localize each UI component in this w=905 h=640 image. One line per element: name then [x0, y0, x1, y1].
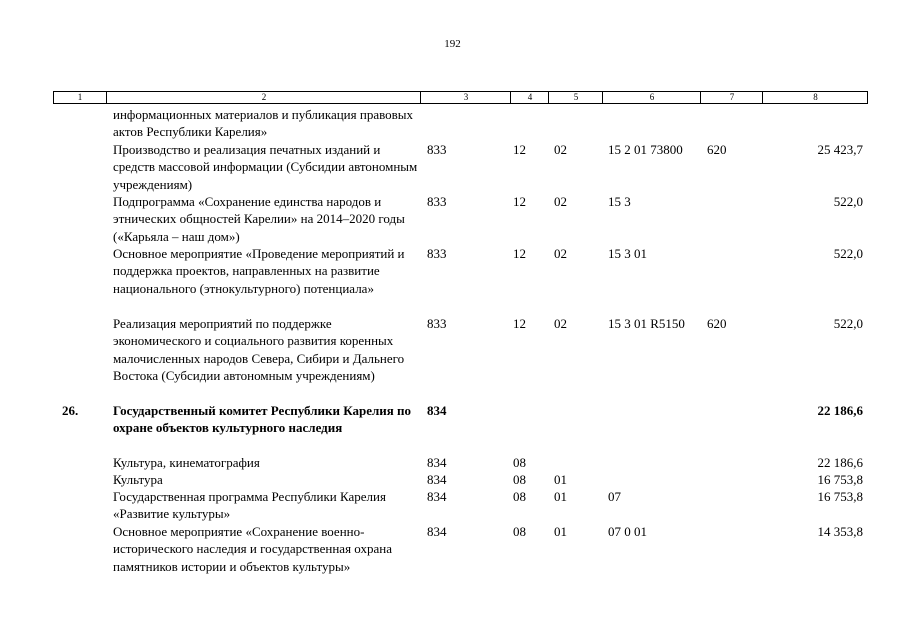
row-name: Культура — [113, 472, 163, 487]
header-cell-4: 4 — [510, 92, 549, 103]
row-col7: 620 — [707, 316, 727, 331]
row-col5: 01 — [554, 472, 567, 487]
row-col4: 08 — [513, 455, 526, 470]
row-amount: 16 753,8 — [817, 489, 863, 504]
header-cell-7: 7 — [700, 92, 763, 103]
row-col4: 08 — [513, 489, 526, 504]
header-cell-5: 5 — [548, 92, 603, 103]
row-number: 26. — [62, 403, 79, 418]
row-name: Основное мероприятие «Проведение мероприятий и поддержка проектов, направленных на развитие национального (этнокультурного) потенциала» — [113, 246, 405, 296]
row-name: Культура, кинематография — [113, 455, 260, 470]
row-amount: 22 186,6 — [817, 455, 863, 470]
row-col4: 08 — [513, 524, 526, 539]
row-col5: 02 — [554, 316, 567, 331]
row-col6: 07 — [608, 489, 621, 504]
page-number: 192 — [444, 38, 461, 50]
header-cell-1: 1 — [77, 92, 83, 102]
row-col4: 12 — [513, 142, 526, 157]
row-amount: 16 753,8 — [817, 472, 863, 487]
row-col5: 02 — [554, 194, 567, 209]
row-col6: 15 3 01 — [608, 246, 647, 261]
row-amount: 22 186,6 — [817, 403, 863, 418]
row-amount: 522,0 — [833, 194, 863, 209]
row-name: Государственная программа Республики Карелия «Развитие культуры» — [113, 489, 386, 522]
row-col6: 07 0 01 — [608, 524, 647, 539]
row-amount: 522,0 — [833, 316, 863, 331]
row-col3: 833 — [427, 246, 447, 261]
row-amount: 25 423,7 — [817, 142, 863, 157]
row-col6: 15 3 01 R5150 — [608, 316, 685, 331]
row-col6: 15 2 01 73800 — [608, 142, 683, 157]
header-cell-6: 6 — [602, 92, 701, 103]
row-col6: 15 3 — [608, 194, 631, 209]
row-col3: 834 — [427, 472, 447, 487]
row-col5: 02 — [554, 142, 567, 157]
row-name: Производство и реализация печатных изданий и средств массовой информации (Субсидии автономным учреждениям) — [113, 142, 418, 192]
header-cell-2: 2 — [106, 92, 421, 103]
row-col4: 12 — [513, 194, 526, 209]
row-name: Основное мероприятие «Сохранение военно-исторического наследия и государственная охрана памятников истории и объектов культуры» — [113, 524, 392, 574]
row-col5: 01 — [554, 524, 567, 539]
row-col4: 08 — [513, 472, 526, 487]
header-cell-3: 3 — [420, 92, 511, 103]
row-col3: 834 — [427, 489, 447, 504]
row-name: информационных материалов и публикация правовых актов Республики Карелия» — [113, 107, 414, 140]
row-amount: 14 353,8 — [817, 524, 863, 539]
row-col3: 834 — [427, 455, 447, 470]
row-col3: 834 — [427, 403, 447, 418]
row-name: Государственный комитет Республики Карелия по охране объектов культурного наследия — [113, 403, 412, 436]
table-header — [53, 91, 868, 104]
row-col3: 833 — [427, 316, 447, 331]
row-col3: 833 — [427, 142, 447, 157]
row-col4: 12 — [513, 246, 526, 261]
row-col3: 834 — [427, 524, 447, 539]
row-col3: 833 — [427, 194, 447, 209]
row-amount: 522,0 — [833, 246, 863, 261]
row-name: Реализация мероприятий по поддержке экономического и социального развития коренных малочисленных народов Севера, Сибири и Дальнего Востока (Субсидии автономным учреждениям) — [113, 316, 405, 384]
row-col5: 01 — [554, 489, 567, 504]
row-col5: 02 — [554, 246, 567, 261]
row-col7: 620 — [707, 142, 727, 157]
row-name: Подпрограмма «Сохранение единства народов и этнических общностей Карелии» на 2014–2020 годы («Карьяла – наш дом») — [113, 194, 405, 244]
header-cell-8: 8 — [762, 92, 868, 103]
row-col4: 12 — [513, 316, 526, 331]
